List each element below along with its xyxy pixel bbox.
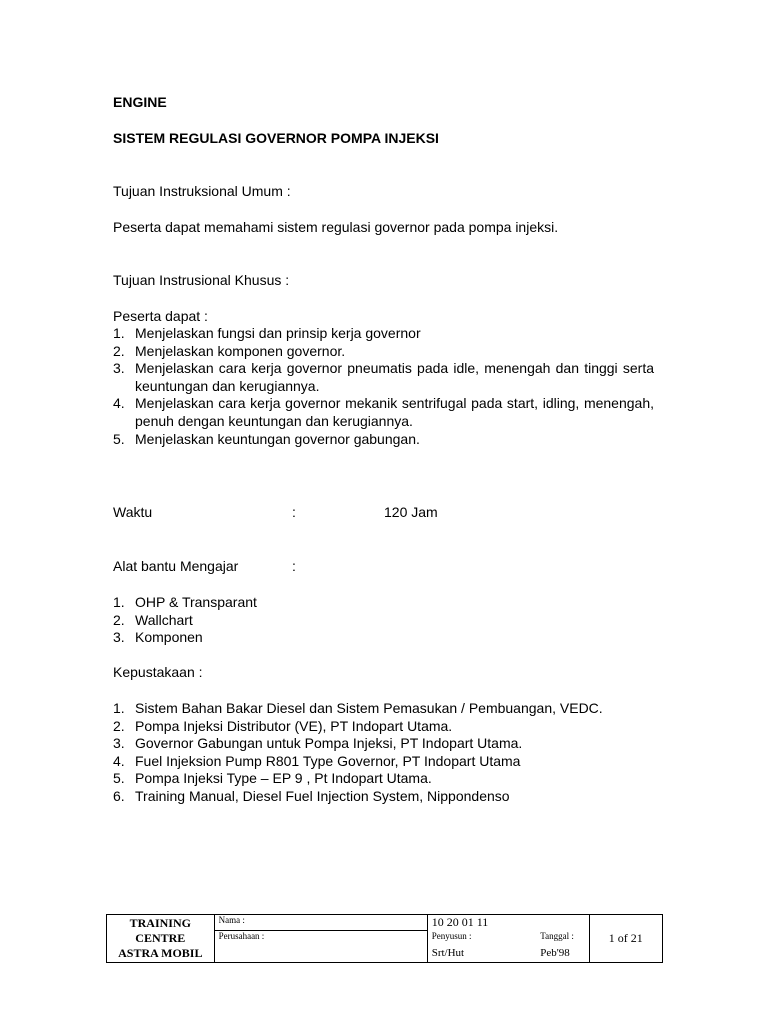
- list-item: [113, 360, 654, 395]
- list-item-number: 4.: [113, 395, 125, 412]
- list-item: [113, 735, 603, 753]
- footer-org-line: ASTRA MOBIL: [118, 946, 203, 960]
- list-item-number: 2.: [113, 717, 125, 734]
- list-item-text: Fuel Injeksion Pump R801 Type Governor, PT Indopart Utama: [135, 752, 521, 769]
- list-item: [113, 431, 654, 449]
- list-item: [113, 343, 654, 361]
- footer-author-label: Penyusun :: [431, 930, 472, 941]
- footer-page-cell: [589, 915, 662, 963]
- list-item-number: 5.: [113, 770, 125, 787]
- footer-date-label: Tanggal :: [540, 930, 574, 941]
- footer-author-value-cell: [427, 947, 536, 963]
- list-item: [113, 718, 603, 736]
- time-label: Waktu: [113, 504, 153, 520]
- general-objective-text: Peserta dapat memahami sistem regulasi governor pada pompa injeksi.: [113, 219, 559, 235]
- teaching-aids-colon: :: [292, 558, 296, 574]
- list-item-number: 6.: [113, 787, 125, 804]
- list-item: [113, 325, 654, 343]
- list-item-text: Training Manual, Diesel Fuel Injection System, Nippondenso: [135, 787, 510, 804]
- footer-code: 10 20 01 11: [431, 915, 489, 929]
- list-item: [113, 753, 603, 771]
- list-item-text: Menjelaskan fungsi dan prinsip kerja governor: [135, 325, 421, 341]
- list-item-number: 1.: [113, 594, 125, 610]
- list-item-number: 2.: [113, 342, 125, 359]
- list-item: [113, 612, 257, 630]
- footer-code-cell: [427, 915, 589, 931]
- footer-name-cell: [214, 915, 427, 931]
- list-item: [113, 594, 257, 612]
- list-item: [113, 770, 603, 788]
- list-item-text: Menjelaskan cara kerja governor pneumatis pada idle, menengah dan tinggi serta keuntungan dan kerugiannya.: [135, 360, 654, 394]
- references-label: Kepustakaan :: [113, 664, 203, 680]
- footer-company-label: Perusahaan :: [218, 931, 265, 941]
- list-item-text: Sistem Bahan Bakar Diesel dan Sistem Pemasukan / Pembuangan, VEDC.: [135, 700, 603, 716]
- general-objective-label: Tujuan Instruksional Umum :: [113, 183, 291, 199]
- footer-date-value-cell: [536, 947, 589, 963]
- specific-objective-intro: Peserta dapat :: [113, 308, 208, 324]
- teaching-aids-label: Alat bantu Mengajar: [113, 558, 239, 574]
- footer-author-value: Srt/Hut: [431, 946, 465, 959]
- list-item-text: Pompa Injeksi Type – EP 9 , Pt Indopart Utama.: [135, 770, 432, 787]
- list-item-number: 3.: [113, 629, 125, 646]
- specific-objective-label: Tujuan Instrusional Khusus :: [113, 272, 290, 288]
- list-item-number: 3.: [113, 735, 125, 752]
- list-item-number: 5.: [113, 430, 125, 447]
- document-title: SISTEM REGULASI GOVERNOR POMPA INJEKSI: [113, 130, 439, 146]
- footer-name-label: Nama :: [218, 915, 245, 925]
- list-item: [113, 788, 603, 806]
- footer-date-value: Peb'98: [540, 946, 570, 959]
- list-item-text: Governor Gabungan untuk Pompa Injeksi, PT Indopart Utama.: [135, 735, 523, 752]
- footer-date-label-cell: [536, 931, 589, 947]
- specific-objective-list: [113, 325, 654, 448]
- list-item: [113, 629, 257, 647]
- list-item: [113, 700, 603, 718]
- list-item-text: Komponen: [135, 629, 203, 646]
- list-item-number: 1.: [113, 700, 125, 716]
- references-list: [113, 700, 603, 806]
- footer-author-label-cell: [427, 931, 536, 947]
- list-item: [113, 395, 654, 430]
- list-item-text: Menjelaskan keuntungan governor gabungan.: [135, 430, 420, 447]
- time-colon: :: [292, 504, 296, 520]
- list-item-text: Pompa Injeksi Distributor (VE), PT Indopart Utama.: [135, 717, 453, 734]
- footer-table: [106, 914, 663, 963]
- list-item-number: 4.: [113, 752, 125, 769]
- list-item-text: Menjelaskan cara kerja governor mekanik sentrifugal pada start, idling, menengah, penuh dengan keuntungan dan kerugiannya.: [135, 395, 654, 429]
- footer-company-cell: [214, 931, 427, 963]
- footer-org-line: TRAINING: [129, 916, 191, 930]
- time-value: 120 Jam: [384, 504, 438, 520]
- list-item-text: OHP & Transparant: [135, 594, 257, 610]
- list-item-text: Wallchart: [135, 611, 193, 628]
- list-item-number: 3.: [113, 360, 125, 377]
- list-item-text: Menjelaskan komponen governor.: [135, 342, 346, 359]
- footer-org: [107, 915, 215, 963]
- footer-page-number: 1 of 21: [608, 931, 643, 945]
- footer-org-line: CENTRE: [135, 931, 186, 945]
- list-item-number: 2.: [113, 611, 125, 628]
- teaching-aids-list: [113, 594, 257, 647]
- list-item-number: 1.: [113, 325, 125, 341]
- subject-heading: ENGINE: [113, 94, 167, 110]
